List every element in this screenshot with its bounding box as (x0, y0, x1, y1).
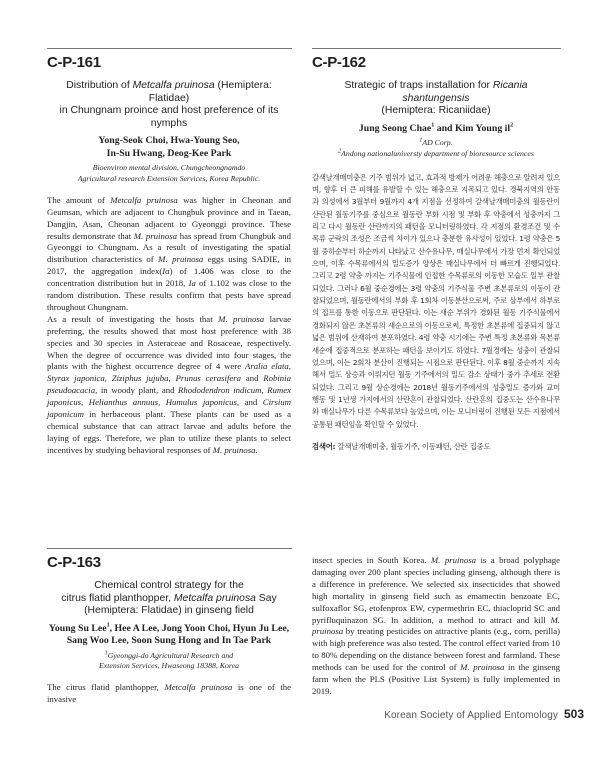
abstract-affiliation: $^1$Gyeonggi-do Agricultural Research and Extension Services, Hwaseong 18388, Korea (98, 650, 240, 671)
keywords-label: 검색어: (312, 441, 336, 451)
text-run: and (241, 373, 264, 384)
abstract-title: Strategic of traps installation for Ricania shantungensis (Hemiptera: Ricaniidae) (344, 80, 528, 116)
text-run: is one of the invasive (47, 682, 292, 705)
italic-text-run: M. pruinosa (312, 614, 560, 637)
italic-text-run: Ia (162, 266, 170, 277)
italic-text-run: M. pruinosa. (212, 444, 258, 455)
text-run: in herbaceous plant. These plants can be used as a chemical substance that can attract larvae and adults before the laying of eggs. Therefore, we plan to utilize these plants to select incentives by studying behavioral responses of (47, 409, 291, 455)
abstract-code: C-P-163 (47, 554, 101, 571)
abstract-authors: Young Su Lee$^1$, Hee A Lee, Jong Yoon Choi, Hyun Ju Lee, Sang Woo Lee, Soon Sung Hong and In Tae Park (48, 622, 290, 647)
abstract-c-p-163-continued (312, 555, 560, 698)
abstract-paragraph (312, 555, 560, 698)
abstract-body: 갈색날개매미충은 기주 범위가 넓고, 효과적 방제가 어려운 해충으로 알려져 있으며, 향후 더 큰 피해를 유발할 수 있는 해충으로 지목되고 있다. 경북지역의 안동과 의성에서 3월부터 9월까지 4개 지점을 선정하여 갈색날개매미충의 월동란이 산란된 월동기주를 중심으로 월동란 부화 시점 및 부화 후 약충에서 성충까지 그리고 다시 월동란 산란까지의 패턴을 모니터링하였다. 각 지점의 환경조건 및 수목류 군락의 조성은 조금씩 차이가 있으나 충분한 유사성이 있었다. 1령 약충은 5월 중하순부터 하순까지 나타났고 산수유나무, 매실나무에서 가장 먼저 확인되었으며, 이후 수목류에서의 밀도증가 양상은 매실나무에서 더 빠르게 진행되었다. 그리고 2령 약충 까지는 기주식물에 인접한 수목류로의 이동한 모습도 일부 관찰되었다. 그러나 6월 중순경에는 3령 약충의 기주식물 주변 초본류로의 이동이 관찰되었으며, 월동란에서의 부화 후 1회차 이동분산으로써, 주로 삼부에서 하부로의 접프를 통한 이동으로 판단된다. 이는 새순 부위가 경화된 월동 기주식물에서 경화되지 않은 초본류의 새순으로의 이동으로써, 특정한 초본류에 집중되지 않고 넓은 범위에 산재하여 분포하였다. 4령 약충 시기에는 주변 특정 초본류와 목본류 새순에 집중적으로 분포하는 패턴을 보이기도 하였다. 7월경에는 성충이 관찰되었으며, 이는 2회차 분산이 진행되는 시점으로 판단된다. 이후 8월 중순까지 지속해서 밀도 상승과 이뤄지던 월동 기주에서의 밀도 감소 상태가 중가 추세로 전환되었다. 그리고 9월 상순경에는 2018년 월동기주에서의 성충밀도 증가와 교미 행동 및 1년생 가지에서의 산란흔이 관찰되었다. 산란흔의 집중도는 산수유나무와 매실나무가 다른 수목류보다 높았으며, 이는 모니터링이 진행된 모든 지점에서 공통된 패턴임을 확인할 수 있었다. (312, 172, 560, 429)
text-run: As a result of investigating the hosts that (47, 313, 219, 324)
abstract-c-p-163 (47, 550, 291, 706)
abstract-authors: Yong-Seok Choi, Hwa-Young Seo, In-Su Hwang, Deog-Kee Park (98, 135, 240, 159)
abstract-paragraph (47, 682, 291, 706)
abstract-c-p-161 (47, 50, 291, 457)
italic-text-run: M. pruinosa (460, 662, 505, 673)
text-run: by treating pesticides on attractive plants (e.g., corn, perilla) with high preference was also tested. The control effect varied from 10 to 80% depending on the distance between forest and farmland. These methods can be used for the control of (312, 626, 560, 673)
text-run: in the ginseng farm when the PLS (Positive List System) is fully implemented in 2019. (312, 662, 560, 696)
keywords-list: 갈색날개매미충, 월동기주, 이동패턴, 산란 집중도 (335, 441, 491, 451)
abstract-body (312, 555, 560, 698)
top-right-rule (312, 48, 561, 49)
italic-text-run: Ia (188, 278, 196, 289)
abstract-title: Distribution of Metcalfa pruinosa (Hemiptera: Flatidae) in Chungnam proince and host preference of its nymphs (59, 80, 279, 129)
text-run: insect species in South Korea. (312, 555, 431, 565)
top-left-rule (47, 48, 292, 49)
text-run: The citrus flatid planthopper, (47, 682, 165, 693)
bottom-left-rule (47, 548, 292, 549)
text-run: larvae preferring, the results showed that most host preference with 38 species and 30 species in Asteraceae and Rosaceae, respectively. When the degree of occurrence was divided into four stages, the plants with the highest occurrence degree of 4 were (47, 313, 291, 372)
text-run: and (239, 397, 263, 408)
abstract-paragraph (47, 314, 291, 457)
italic-text-run: Robinia pseudoacacia, (47, 373, 291, 396)
italic-text-run: Aralia elata, Styrax japonica, Ziziphus jujuba, Prunus cerasifera (47, 361, 291, 384)
text-run: eggs using SADIE, in 2017, the aggregation index( (47, 254, 291, 277)
abstract-authors: Jung Seong Chae$^1$ and Kim Young $il^2$ (358, 122, 514, 134)
society-name: Korean Society of Applied Entomology (384, 710, 558, 721)
abstract-body (47, 195, 291, 457)
text-run: in woody plant, and (97, 385, 179, 396)
abstract-code: C-P-162 (312, 54, 366, 71)
text-run: The amount of (47, 194, 111, 205)
text-run: has spread from Chungbuk and Gyeonggi to Chungnam. As a result of investigating the spatial distribution characteristics of (47, 230, 292, 265)
abstract-affiliation: $^1$AD Corp. $^2$Andong nationaluniversty department of bioresource sciences (338, 137, 534, 158)
page-number: 503 (563, 707, 584, 721)
abstract-title: Chemical control strategy for the citrus flatid planthopper, Metcalfa pruinosa Say (Hemiptera: Flatidae) in ginseng field (61, 580, 277, 616)
text-run: was higher in Cheonan and Geumsan, which are adjacent to Chungbuk province and in Taean, Dangjin, Asan, Cheonan adjacent to Gyeonggi province. These results demonstrate that (47, 194, 292, 241)
abstract-affiliation: Bioenviron mental division, Chungcheongnamdo Agricultural research Extension Services, Korea Republic. (77, 163, 261, 183)
abstract-code: C-P-161 (47, 54, 101, 71)
page-footer (384, 707, 584, 721)
italic-text-run: Rhododendron indicum, Rumex japonicus, Helianthus annuus, Humulus japonicus, (47, 385, 291, 408)
italic-text-run: M. pruinosa (218, 313, 265, 324)
italic-text-run: Metcalfa pruinosa (110, 194, 178, 205)
text-run: is a broad polyphage damaging over 200 plant species including ginseng, although there is a difference in preference. We selected six insecticides that showed high mortality in ginseng field such as emamectin benzoate EC, sulfoxaflor SG, etofenprox EW, cypermethrin EC, thiacloprid SC and pyrifluquinazon SG. In addition, a method to attract and kill (312, 555, 560, 625)
text-run: of 1.102 was close to the random distribution. These results confirm that pests have spread throughout Chungnam. (47, 278, 292, 312)
abstract-paragraph (47, 195, 291, 314)
italic-text-run: M. pruinosa (133, 230, 178, 241)
italic-text-run: Metcalfa pruinosa (164, 682, 233, 693)
keywords (312, 441, 560, 453)
italic-text-run: M. pruinosa (430, 555, 476, 565)
italic-text-run: M. pruinosa (158, 254, 204, 265)
abstract-body (47, 682, 291, 706)
italic-text-run: Cirsium japonicum (47, 397, 291, 420)
text-run: ) of 1.406 was close to the concentration distribution but in 2018, (47, 266, 291, 289)
abstract-c-p-162 (312, 50, 560, 453)
